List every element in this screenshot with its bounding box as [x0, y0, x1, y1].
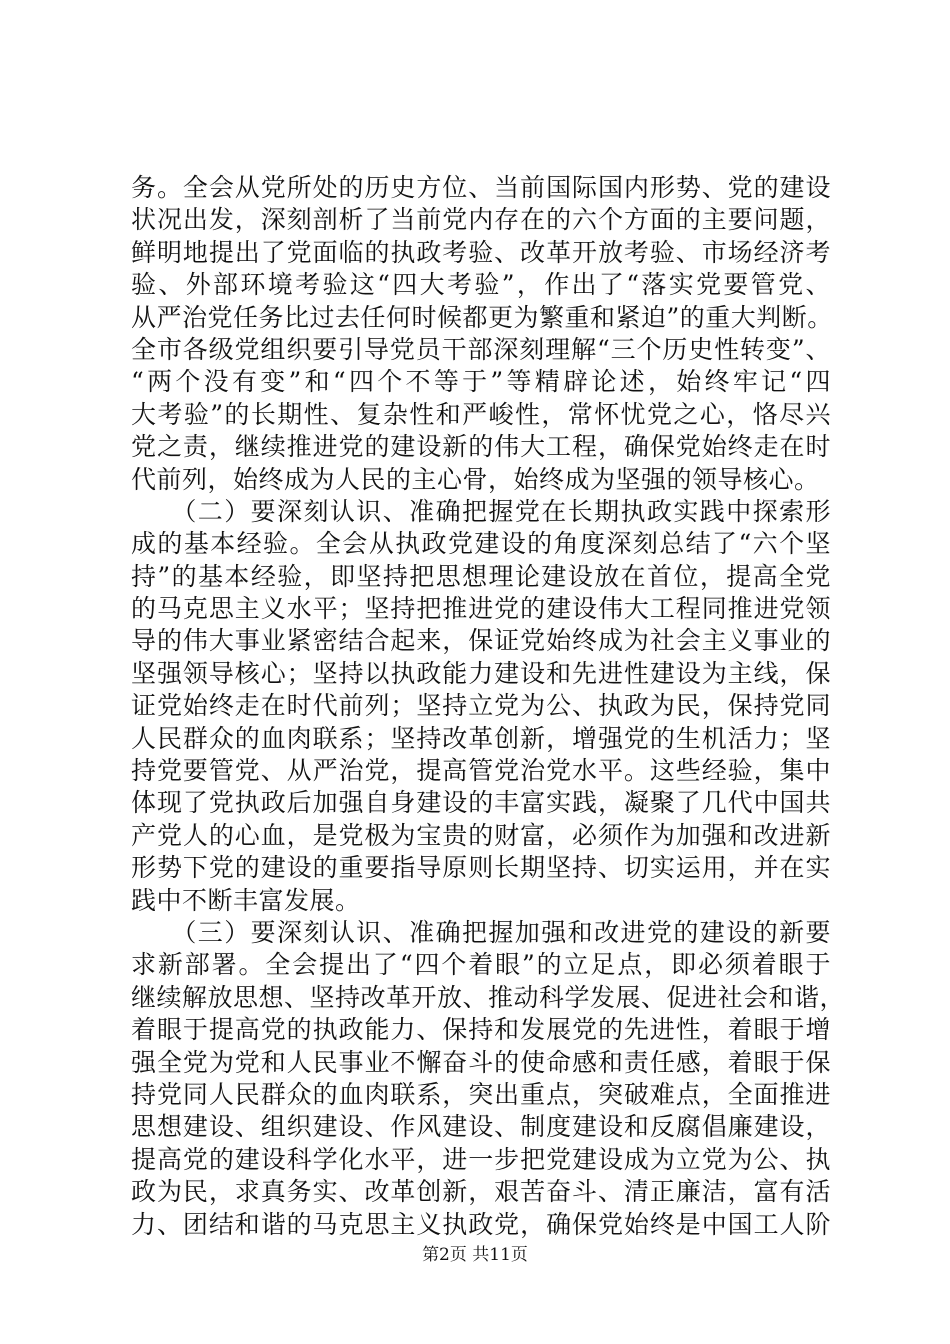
text-line: 导的伟大事业紧密结合起来，保证党始终成为社会主义事业的 — [131, 626, 831, 656]
text-line: 务。全会从党所处的历史方位、当前国际国内形势、党的建设 — [131, 173, 831, 202]
text-line: 政为民，求真务实、改革创新，艰苦奋斗、清正廉洁，富有活 — [131, 1177, 831, 1207]
text-line: 全市各级党组织要引导党员干部深刻理解“三个历史性转变”、 — [131, 334, 831, 364]
text-line: 思想建设、组织建设、作风建设、制度建设和反腐倡廉建设， — [131, 1112, 831, 1142]
text-line: 的马克思主义水平；坚持把推进党的建设伟大工程同推进党领 — [131, 594, 831, 624]
text-line: “两个没有变”和“四个不等于”等精辟论述，始终牢记“四 — [131, 367, 831, 397]
text-line: 强全党为党和人民事业不懈奋斗的使命感和责任感，着眼于保 — [131, 1047, 831, 1077]
text-line: 提高党的建设科学化水平，进一步把党建设成为立党为公、执 — [131, 1144, 831, 1174]
text-line: 人民群众的血肉联系；坚持改革创新，增强党的生机活力；坚 — [131, 723, 831, 753]
text-line: 坚强领导核心；坚持以执政能力建设和先进性建设为主线，保 — [131, 658, 831, 688]
text-line: （三）要深刻认识、准确把握加强和改进党的建设的新要 — [131, 917, 831, 947]
text-line: 求新部署。全会提出了“四个着眼”的立足点，即必须着眼于 — [131, 950, 831, 980]
text-line: 体现了党执政后加强自身建设的丰富实践，凝聚了几代中国共 — [131, 788, 831, 818]
text-line: 鲜明地提出了党面临的执政考验、改革开放考验、市场经济考 — [131, 237, 831, 267]
text-line: 持”的基本经验，即坚持把思想理论建设放在首位，提高全党 — [131, 561, 831, 591]
text-line: 持党同人民群众的血肉联系，突出重点，突破难点，全面推进 — [131, 1079, 831, 1109]
text-line: 持党要管党、从严治党，提高管党治党水平。这些经验，集中 — [131, 756, 831, 786]
page-footer — [0, 1244, 950, 1266]
text-line: 形势下党的建设的重要指导原则长期坚持、切实运用，并在实 — [131, 853, 831, 883]
text-line: 党之责，继续推进党的建设新的伟大工程，确保党始终走在时 — [131, 432, 831, 462]
text-line: 状况出发，深刻剖析了当前党内存在的六个方面的主要问题， — [131, 205, 831, 235]
text-line: 证党始终走在时代前列；坚持立党为公、执政为民，保持党同 — [131, 691, 831, 721]
text-line: 力、团结和谐的马克思主义执政党，确保党始终是中国工人阶 — [131, 1209, 831, 1239]
text-line: 验、外部环境考验这“四大考验”，作出了“落实党要管党、 — [131, 270, 831, 300]
text-line: 践中不断丰富发展。 — [131, 885, 361, 915]
text-line: 产党人的心血，是党极为宝贵的财富，必须作为加强和改进新 — [131, 820, 831, 850]
text-line: 继续解放思想、坚持改革开放、推动科学发展、促进社会和谐， — [131, 982, 846, 1012]
text-line: 大考验”的长期性、复杂性和严峻性，常怀忧党之心，恪尽兴 — [131, 399, 831, 429]
text-line: 成的基本经验。全会从执政党建设的角度深刻总结了“六个坚 — [131, 529, 831, 559]
page-number-label: 第2页 共11页 — [422, 1245, 528, 1265]
text-line: 从严治党任务比过去任何时候都更为繁重和紧迫”的重大判断。 — [131, 302, 833, 332]
document-body — [131, 172, 846, 1241]
text-line: 着眼于提高党的执政能力、保持和发展党的先进性，着眼于增 — [131, 1015, 831, 1045]
text-line: （二）要深刻认识、准确把握党在长期执政实践中探索形 — [131, 496, 831, 526]
text-line: 代前列，始终成为人民的主心骨，始终成为坚强的领导核心。 — [131, 464, 820, 494]
